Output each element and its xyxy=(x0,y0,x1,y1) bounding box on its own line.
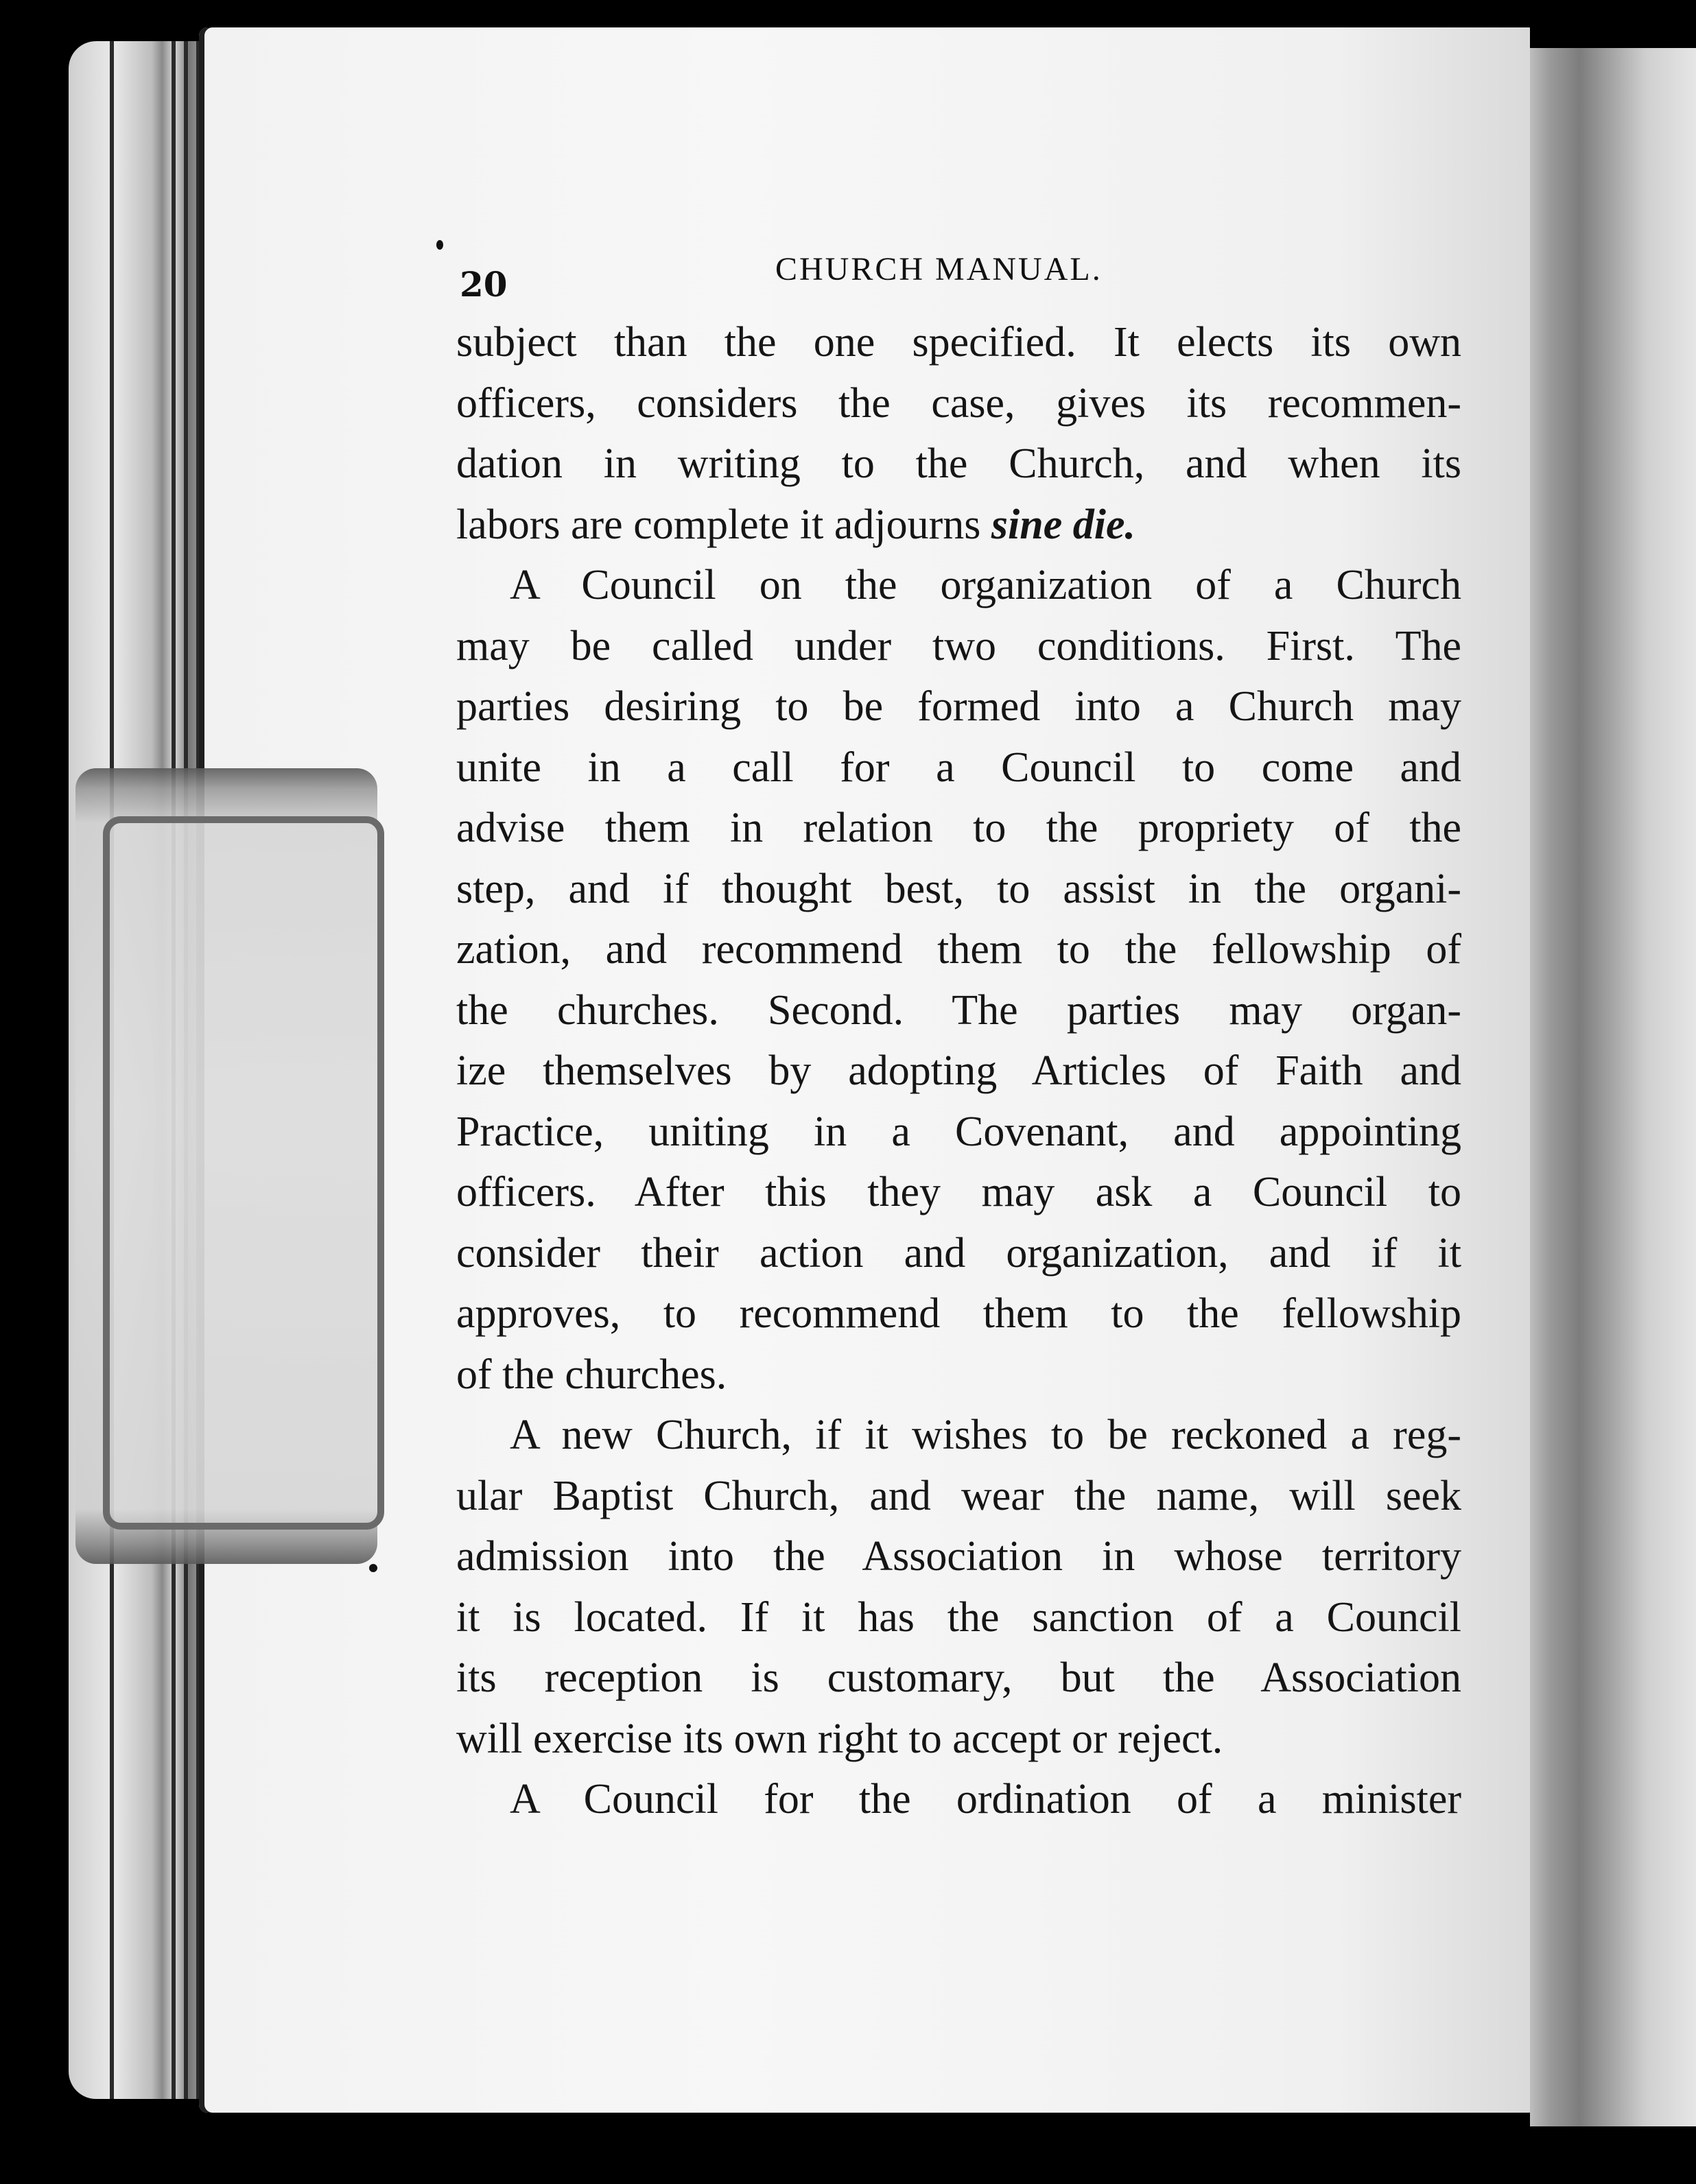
italic-phrase: sine die. xyxy=(991,501,1136,548)
speck xyxy=(369,1564,377,1572)
text-line: subject than the one specified. It elects its own xyxy=(456,319,1461,366)
text-line: approves, to recommend them to the fellowship xyxy=(456,1290,1461,1337)
page-number: 20 xyxy=(460,264,508,305)
text-line: the churches. Second. The parties may organ- xyxy=(456,986,1461,1034)
text-line: dation in writing to the Church, and when its xyxy=(456,440,1461,487)
text-line: advise them in relation to the propriety of the xyxy=(456,805,1461,851)
right-top-border xyxy=(1530,0,1696,48)
text-line: it is located. If it has the sanction of a Council xyxy=(456,1593,1461,1641)
text-line: A Council for the ordination of a minister xyxy=(510,1776,1461,1823)
text-line: ular Baptist Church, and wear the name, will seek xyxy=(456,1472,1461,1519)
text-line: admission into the Association in whose territory xyxy=(456,1533,1461,1580)
text-line: Practice, uniting in a Covenant, and appointing xyxy=(456,1108,1461,1155)
page-header xyxy=(460,250,1461,305)
text-line: of the churches. xyxy=(456,1351,727,1398)
speck xyxy=(436,240,443,250)
text-line: unite in a call for a Council to come and xyxy=(456,744,1461,791)
right-gutter-shadow xyxy=(1530,27,1696,2126)
text-line: officers, considers the case, gives its recommen- xyxy=(456,379,1461,427)
running-head: CHURCH MANUAL. xyxy=(775,251,1103,287)
text-line: zation, and recommend them to the fellowship of xyxy=(456,926,1461,973)
text-span: labors are complete it adjourns xyxy=(456,501,991,548)
text-line: A Council on the organization of a Church xyxy=(510,562,1461,608)
text-line: will exercise its own right to accept or reject. xyxy=(456,1715,1223,1762)
text-line: officers. After this they may ask a Council to xyxy=(456,1169,1461,1215)
text-line: parties desiring to be formed into a Church may xyxy=(456,683,1461,730)
text-line: step, and if thought best, to assist in the organi- xyxy=(456,865,1461,912)
text-line: its reception is customary, but the Association xyxy=(456,1654,1461,1701)
text-line: consider their action and organization, and if it xyxy=(456,1229,1461,1277)
text-line: may be called under two conditions. First. The xyxy=(456,622,1461,669)
clasp-band-inner xyxy=(103,816,384,1530)
text-line xyxy=(456,495,1461,556)
text-line: A new Church, if it wishes to be reckoned a reg- xyxy=(510,1412,1461,1458)
body-text xyxy=(456,312,1461,1830)
text-line: ize themselves by adopting Articles of Faith and xyxy=(456,1047,1461,1094)
